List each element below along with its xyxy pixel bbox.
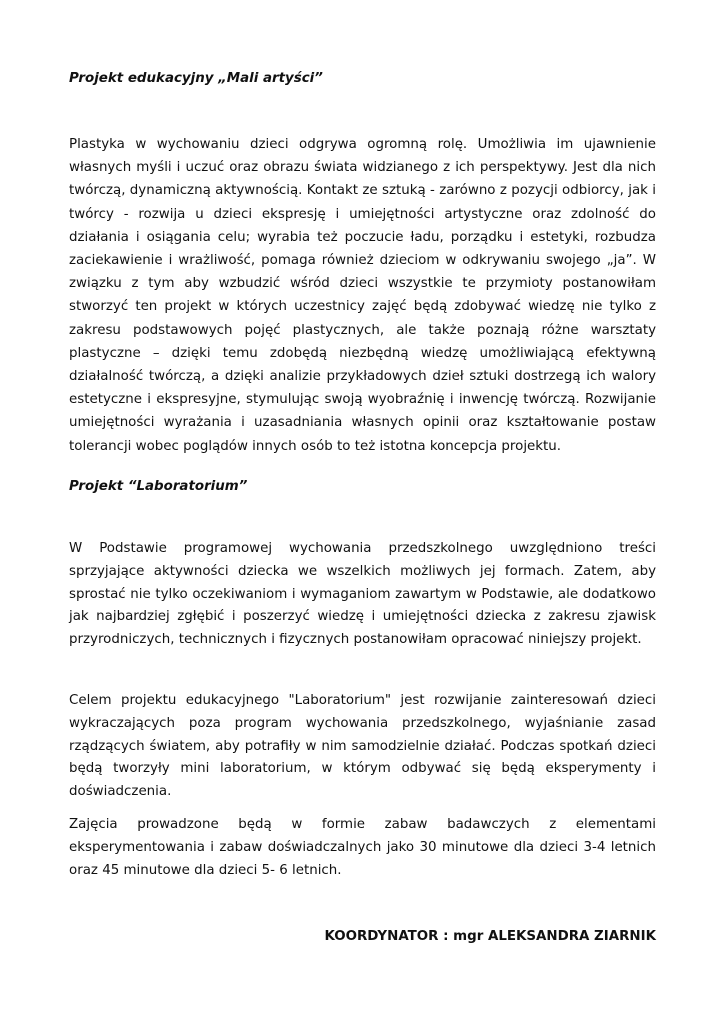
section-title-laboratorium: Projekt “Laboratorium” bbox=[69, 479, 248, 494]
coordinator-signature: KOORDYNATOR : mgr ALEKSANDRA ZIARNIK bbox=[324, 929, 656, 944]
paragraph-laboratorium-schedule: Zajęcia prowadzone będą w formie zabaw badawczych z elementami eksperymentowania i zabaw doświadczalnych jako 30 minutowe dla dzieci 3-4 letnich oraz 45 minutowe dla dzieci 5- 6 letnich. bbox=[69, 817, 656, 878]
section-title-mali-artysci: Projekt edukacyjny „Mali artyści” bbox=[69, 71, 323, 86]
paragraph-laboratorium-goal: Celem projektu edukacyjnego "Laboratorium" jest rozwijanie zainteresowań dzieci wykraczających poza program wychowania przedszkolnego, wyjaśnianie zasad rządzących światem, aby potrafiły w nim samodzielnie działać. Podczas spotkań dzieci będą tworzyły mini laboratorium, w którym odbywać się będą eksperymenty i doświadczenia. bbox=[69, 693, 656, 800]
paragraph-laboratorium-intro: W Podstawie programowej wychowania przedszkolnego uwzględniono treści sprzyjające aktywności dziecka we wszelkich możliwych jej formach. Zatem, aby sprostać nie tylko oczekiwaniom i wymaganiom zawartym w Podstawie, ale dodatkowo jak najbardziej zgłębić i poszerzyć wiedzę i umiejętności dziecka z zakresu zjawisk przyrodniczych, technicznych i fizycznych postanowiłam opracować niniejszy projekt. bbox=[69, 541, 656, 648]
paragraph-mali-artysci: Plastyka w wychowaniu dzieci odgrywa ogromną rolę. Umożliwia im ujawnienie własnych myśli i uczuć oraz obrazu świata widzianego z ich perspektywy. Jest dla nich twórczą, dynamiczną aktywnością. Kontakt ze sztuką - zarówno z pozycji odbiorcy, jak i twórcy - rozwija u dzieci ekspresję i umiejętności artystyczne oraz zdolność do działania i osiągania celu; wyrabia też poczucie ładu, porządku i estetyki, rozbudza zaciekawienie i wrażliwość, pomaga również dzieciom w odkrywaniu swojego „ja”. W związku z tym aby wzbudzić wśród dzieci wszystkie te przymioty postanowiłam stworzyć ten projekt w których uczestnicy zajęć będą zdobywać wiedzę nie tylko z zakresu podstawowych pojęć plastycznych, ale także poznają różne warsztaty plastyczne – dzięki temu zdobędą niezbędną wiedzę umożliwiającą efektywną działalność twórczą, a dzięki analizie przykładowych dzieł sztuki dostrzegą ich walory estetyczne i ekspresyjne, stymulując swoją wyobraźnię i inwencję twórczą. Rozwijanie umiejętności wyrażania i uzasadniania własnych opinii oraz kształtowanie postaw tolerancji wobec poglądów innych osób to też istotna koncepcja projektu. bbox=[69, 137, 656, 454]
